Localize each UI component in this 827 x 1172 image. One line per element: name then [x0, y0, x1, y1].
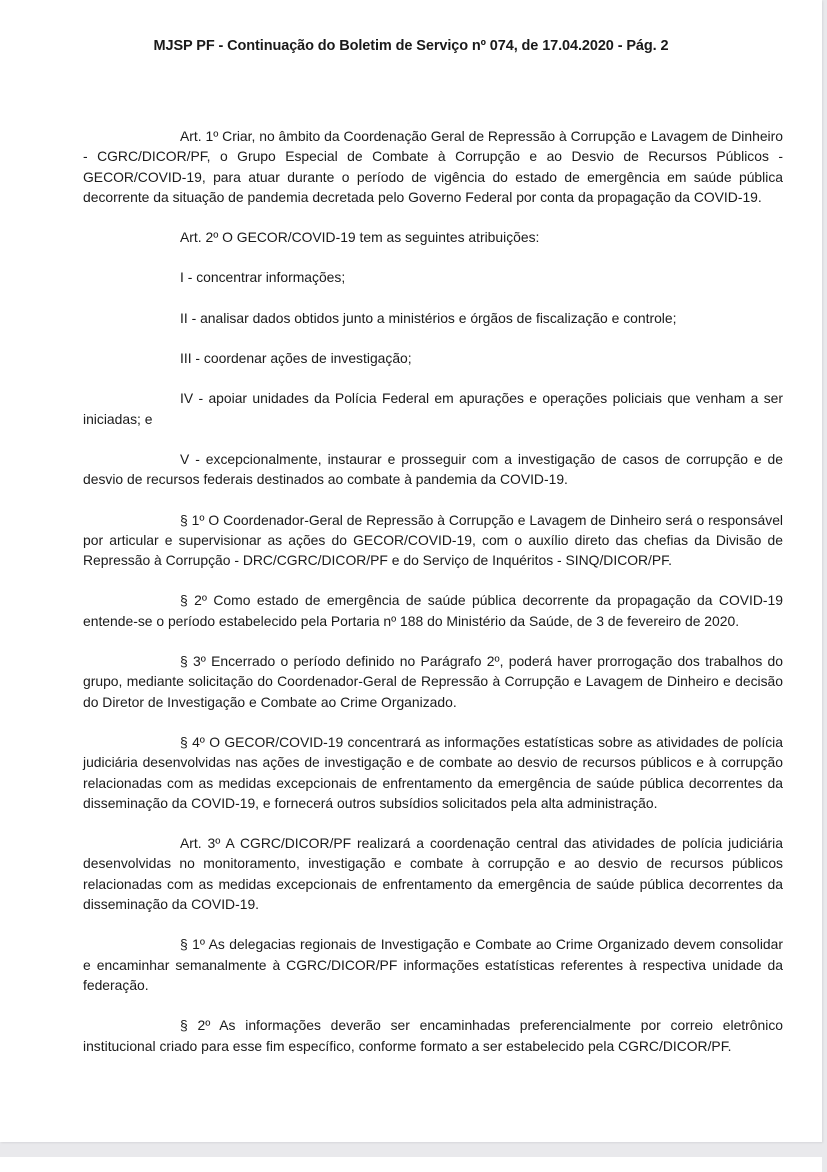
paragraph-item-ii: II - analisar dados obtidos junto a ministérios e órgãos de fiscalização e controle; — [180, 309, 677, 326]
paragraph-item-i: I - concentrar informações; — [180, 269, 346, 286]
paragraph-art-3: Art. 3º A CGRC/DICOR/PF realizará a coordenação central das atividades de polícia judiciária desenvolvidas no monitoramento, investigação e combate à corrupção e ao desvio de recursos públicos relacionadas com as medidas excepcionais de enfrentamento da emergência de saúde pública decorrentes da disseminação da COVID-19. — [83, 835, 783, 913]
paragraph-item-v: V - excepcionalmente, instaurar e prosseguir com a investigação de casos de corrupção e de desvio de recursos federais destinados ao combate à pandemia da COVID-19. — [83, 450, 783, 488]
paragraph-art-3-par-2: § 2º As informações deverão ser encaminhadas preferencialmente por correio eletrônico institucional criado para esse fim específico, conforme formato a ser estabelecido pela CGRC/DICOR/PF. — [83, 1017, 783, 1054]
paragraph-art-2-par-4: § 4º O GECOR/COVID-19 concentrará as informações estatísticas sobre as atividades de polícia judiciária desenvolvidas nas ações de investigação e de combate ao desvio de recursos públicos e à corrupção relacionadas com as medidas excepcionais de enfrentamento da emergência de saúde pública decorrentes da disseminação da COVID-19, e fornecerá outros subsídios solicitados pela alta administração. — [83, 733, 783, 811]
paragraph-art-2-par-1: § 1º O Coordenador-Geral de Repressão à Corrupção e Lavagem de Dinheiro será o responsável por articular e supervisionar as ações do GECOR/COVID-19, com o auxílio direto das chefias da Divisão de Repressão à Corrupção - DRC/CGRC/DICOR/PF e do Serviço de Inquéritos - SINQ/DICOR/PF. — [83, 511, 783, 569]
paragraph-art-2-par-3: § 3º Encerrado o período definido no Parágrafo 2º, poderá haver prorrogação dos trabalhos do grupo, mediante solicitação do Coordenador-Geral de Repressão à Corrupção e Lavagem de Dinheiro e decisão do Diretor de Investigação e Combate ao Crime Organizado. — [83, 653, 783, 710]
paragraph-art-2: Art. 2º O GECOR/COVID-19 tem as seguintes atribuições: — [180, 229, 540, 246]
paragraph-art-3-par-1: § 1º As delegacias regionais de Investigação e Combate ao Crime Organizado devem consolidar e encaminhar semanalmente à CGRC/DICOR/PF informações estatísticas referentes à respectiva unidade da federação. — [83, 936, 783, 993]
next-page-edge — [0, 1157, 822, 1172]
paragraph-item-iii: III - coordenar ações de investigação; — [180, 350, 412, 367]
paragraph-art-1: Art. 1º Criar, no âmbito da Coordenação Geral de Repressão à Corrupção e Lavagem de Dinheiro - CGRC/DICOR/PF, o Grupo Especial de Combate à Corrupção e ao Desvio de Recursos Públicos - GECOR/COVID-19, para atuar durante o período de vigência do estado de emergência em saúde pública decorrente da situação de pandemia decretada pelo Governo Federal por conta da propagação da COVID-19. — [83, 128, 783, 205]
paragraph-art-2-par-2: § 2º Como estado de emergência de saúde pública decorrente da propagação da COVID-19 entende-se o período estabelecido pela Portaria nº 188 do Ministério da Saúde, de 3 de fevereiro de 2020. — [83, 592, 783, 629]
document-body — [83, 126, 783, 1076]
page-header: MJSP PF - Continuação do Boletim de Serviço nº 074, de 17.04.2020 - Pág. 2 — [153, 38, 669, 54]
paragraph-item-iv: IV - apoiar unidades da Polícia Federal em apurações e operações policiais que venham a ser iniciadas; e — [83, 390, 783, 427]
